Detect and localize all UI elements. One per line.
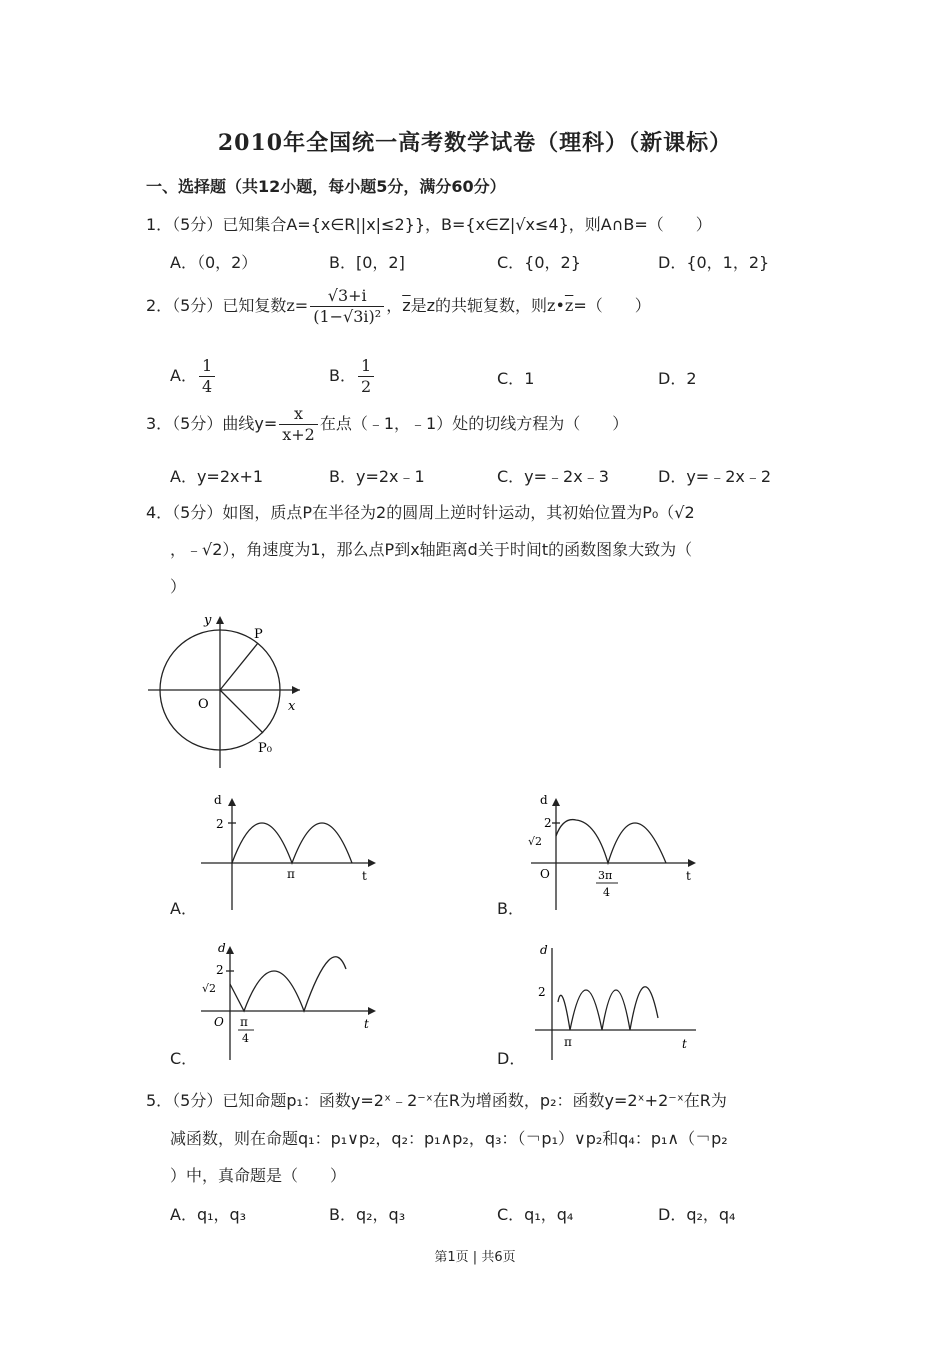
q3-option-a[interactable]: A．y=2x+1	[170, 467, 264, 486]
circle-figure	[140, 608, 320, 778]
q4-option-b[interactable]: B．	[497, 899, 524, 918]
q5-option-b[interactable]: B．q₂，q₃	[329, 1205, 406, 1224]
question-4-line2: ，﹣√2），角速度为1，那么点P到x轴距离d关于时间t的函数图象大致为（	[170, 540, 693, 559]
question-4-line1: 4．（5分）如图，质点P在半径为2的圆周上逆时针运动，其初始位置为P₀（√2	[146, 503, 695, 522]
graph-d	[530, 938, 706, 1062]
svg-text:t: t	[686, 869, 691, 883]
q2-fraction: $\frac{√3+i}{\text{(1−√3i)²}}$	[310, 286, 384, 327]
radius-op	[220, 643, 258, 690]
graph-a	[196, 790, 386, 912]
svg-text:4: 4	[242, 1032, 249, 1045]
label-p0: P₀	[258, 741, 272, 756]
label-o: O	[198, 697, 209, 712]
q1-option-d[interactable]: D．{0，1，2}	[658, 253, 770, 272]
label-y: y	[204, 613, 212, 628]
graph-c	[196, 938, 386, 1062]
radius-op0	[220, 690, 263, 733]
svg-text:π: π	[564, 1035, 572, 1049]
graph-b-curve	[556, 820, 666, 863]
svg-text:d: d	[214, 793, 222, 807]
q4-option-c[interactable]: C．	[170, 1049, 198, 1068]
graph-a-curve	[232, 823, 352, 863]
y-axis-arrow	[216, 616, 224, 624]
svg-text:√2: √2	[202, 982, 217, 995]
q5-option-d[interactable]: D．q₂，q₄	[658, 1205, 736, 1224]
q2-option-c[interactable]: C．1	[497, 369, 535, 388]
page-footer: 第1页 | 共6页	[434, 1250, 516, 1265]
x-axis-arrow	[292, 686, 300, 694]
svg-text:2: 2	[216, 817, 224, 831]
question-5-line2: 减函数，则在命题q₁：p₁∨p₂，q₂：p₁∧p₂，q₃：（￢p₁）∨p₂和q₄：p₁∧（￢p₂	[170, 1129, 728, 1148]
label-x: x	[288, 699, 296, 714]
svg-text:3π: 3π	[598, 869, 613, 882]
q3-option-d[interactable]: D．y=﹣2x﹣2	[658, 467, 772, 486]
section-heading: 一、选择题（共12小题，每小题5分，满分60分）	[146, 177, 506, 196]
svg-text:4: 4	[603, 886, 610, 899]
q4-option-d[interactable]: D．	[497, 1049, 526, 1068]
label-p: P	[254, 627, 263, 642]
graph-b	[526, 790, 706, 912]
q2-option-b[interactable]: B． $\frac{1}{2}$	[329, 356, 376, 397]
svg-text:d: d	[540, 943, 548, 957]
q1-option-c[interactable]: C．{0，2}	[497, 253, 581, 272]
question-5-line3: ）中，真命题是（ ）	[170, 1166, 347, 1185]
svg-text:t: t	[364, 1017, 369, 1031]
svg-text:t: t	[682, 1037, 687, 1051]
question-3-stem: 3．（5分）曲线y= $\frac{x}{x+2}$ 在点（﹣1，﹣1）处的切线方程为（ ）	[146, 404, 629, 444]
svg-text:π: π	[240, 1015, 248, 1029]
graph-d-curve	[558, 987, 658, 1030]
question-2-stem: 2．（5分）已知复数z= $\frac{√3+i}{\text{(1−√3i)²}}$ ，$\overline{z}$是z的共轭复数，则$z•\overline{z}=$（ ）	[146, 286, 651, 326]
svg-text:2: 2	[544, 816, 552, 830]
q1-option-a[interactable]: A．（0，2）	[170, 253, 258, 272]
graph-c-curve	[230, 957, 346, 1011]
q2-option-d[interactable]: D．2	[658, 369, 697, 388]
svg-text:√2: √2	[528, 835, 543, 848]
question-5-line1: 5．（5分）已知命题p₁：函数y=2ˣ﹣2⁻ˣ在R为增函数，p₂：函数y=2ˣ+2⁻ˣ在R为	[146, 1091, 727, 1110]
q4-option-a[interactable]: A．	[170, 899, 197, 918]
svg-text:π: π	[287, 867, 295, 881]
question-1-stem: 1．（5分）已知集合A={x∈R||x|≤2}}，B={x∈Z|√x≤4}，则A∩B=（ ）	[146, 215, 712, 234]
q5-option-c[interactable]: C．q₁，q₄	[497, 1205, 574, 1224]
svg-text:t: t	[362, 869, 367, 883]
svg-text:2: 2	[216, 963, 224, 977]
page-title: 2010年全国统一高考数学试卷（理科）（新课标）	[217, 130, 733, 156]
q5-option-a[interactable]: A．q₁，q₃	[170, 1205, 247, 1224]
question-4-line3: ）	[170, 577, 187, 596]
q3-option-b[interactable]: B．y=2x﹣1	[329, 467, 425, 486]
q1-option-b[interactable]: B．[0，2]	[329, 253, 405, 272]
svg-text:d: d	[218, 941, 226, 955]
svg-text:O: O	[540, 867, 550, 881]
svg-text:d: d	[540, 793, 548, 807]
svg-text:O: O	[214, 1015, 224, 1029]
q2-option-a[interactable]: A． $\frac{1}{4}$	[170, 356, 217, 397]
q3-option-c[interactable]: C．y=﹣2x﹣3	[497, 467, 609, 486]
svg-text:2: 2	[538, 985, 546, 999]
